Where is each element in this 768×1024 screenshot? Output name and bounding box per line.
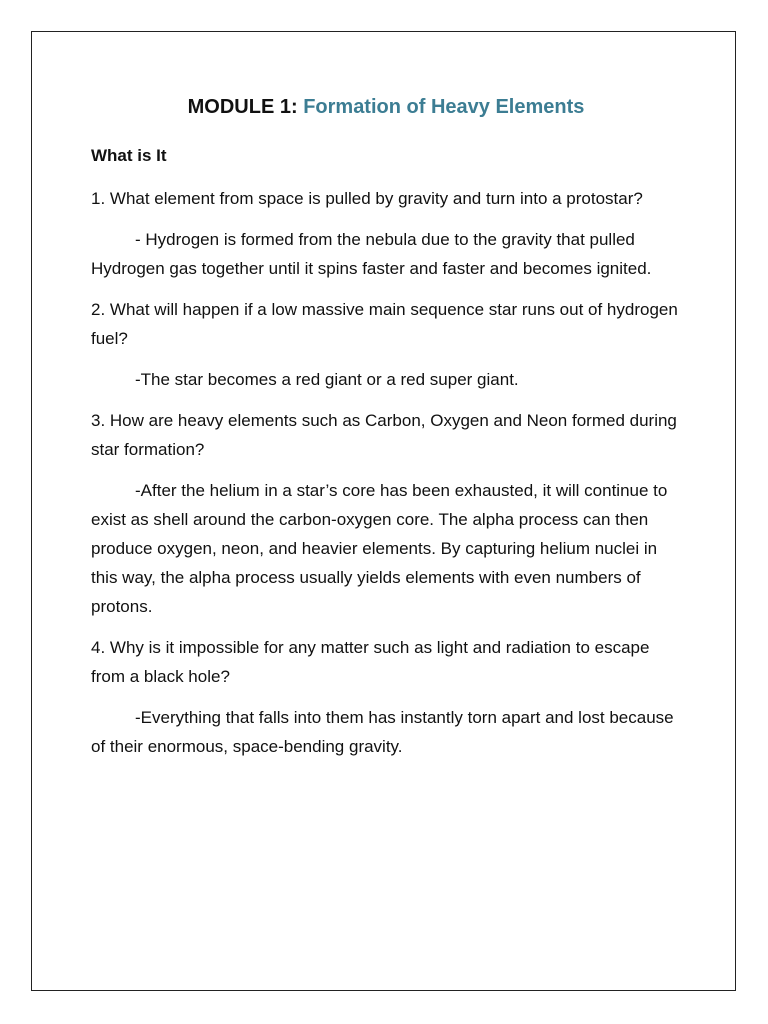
question-3: 3. How are heavy elements such as Carbon, Oxygen and Neon formed during star formation? <box>91 411 677 459</box>
section-heading: What is It <box>91 146 167 165</box>
document-body <box>91 93 681 773</box>
question-2: 2. What will happen if a low massive main sequence star runs out of hydrogen fuel? <box>91 300 678 348</box>
answer-2: -The star becomes a red giant or a red super giant. <box>135 370 519 389</box>
title-prefix: MODULE 1: <box>187 96 298 118</box>
answer-3: -After the helium in a star’s core has been exhausted, it will continue to exist as shell around the carbon-oxygen core. The alpha process can then produce oxygen, neon, and heavier elements. By capturing helium nuclei in this way, the alpha process usually yields elements with even numbers of protons. <box>91 481 668 616</box>
question-1: 1. What element from space is pulled by gravity and turn into a protostar? <box>91 189 643 208</box>
question-4: 4. Why is it impossible for any matter such as light and radiation to escape from a black hole? <box>91 638 650 686</box>
answer-4: -Everything that falls into them has instantly torn apart and lost because of their enormous, space-bending gravity. <box>91 708 674 756</box>
answer-1: - Hydrogen is formed from the nebula due to the gravity that pulled Hydrogen gas together until it spins faster and faster and becomes ignited. <box>91 230 652 278</box>
page-title <box>91 93 681 121</box>
title-accent: Formation of Heavy Elements <box>303 96 585 118</box>
